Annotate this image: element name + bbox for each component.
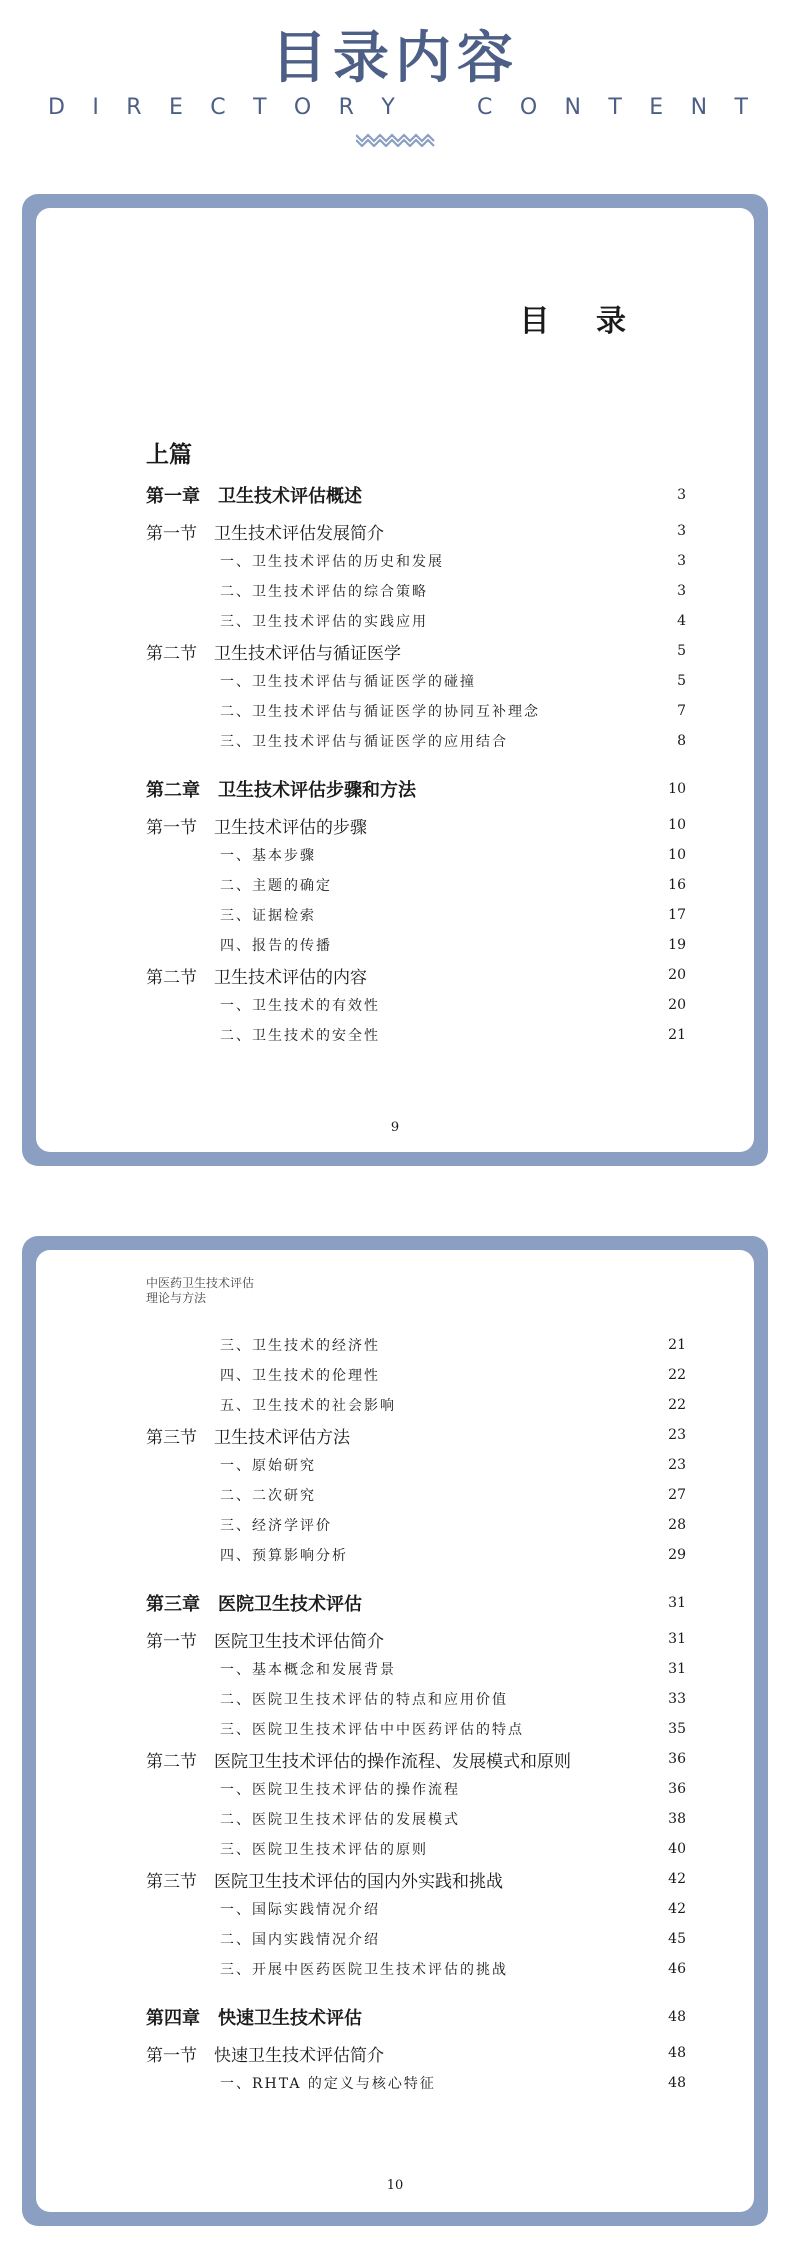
subsection-entry[interactable] — [146, 576, 686, 606]
subsection-entry[interactable] — [146, 546, 686, 576]
subsection-entry[interactable] — [146, 840, 686, 870]
entry-label: 第三章 医院卫生技术评估 — [146, 1594, 362, 1615]
subsection-entry[interactable] — [146, 1510, 686, 1540]
entry-page-number: 19 — [668, 937, 686, 953]
entry-page-number: 21 — [668, 1027, 686, 1043]
entry-page-number: 3 — [677, 523, 686, 539]
entry-label: 一、基本步骤 — [220, 848, 316, 864]
subtitle-letter: O — [293, 95, 312, 120]
running-head-line1: 中医药卫生技术评估 — [146, 1276, 255, 1290]
entry-page-number: 3 — [677, 487, 686, 503]
entry-page-number: 10 — [668, 817, 686, 833]
entry-page-number: 22 — [668, 1367, 686, 1383]
entry-label: 第四章 快速卫生技术评估 — [146, 2008, 362, 2029]
entry-label: 三、医院卫生技术评估中中医药评估的特点 — [220, 1722, 524, 1738]
entry-label: 第一节 医院卫生技术评估简介 — [146, 1631, 384, 1652]
toc-page-2-frame — [22, 1236, 768, 2226]
section-entry[interactable] — [146, 1624, 686, 1654]
entry-page-number: 42 — [668, 1901, 686, 1917]
subtitle-letter: E — [168, 95, 183, 120]
entry-label: 第二节 卫生技术评估与循证医学 — [146, 643, 401, 664]
subsection-entry[interactable] — [146, 1954, 686, 1984]
section-entry[interactable] — [146, 960, 686, 990]
entry-page-number: 4 — [677, 613, 686, 629]
entry-page-number: 3 — [677, 583, 686, 599]
subsection-entry[interactable] — [146, 1360, 686, 1390]
subtitle-letter: E — [649, 95, 664, 120]
section-entry[interactable] — [146, 636, 686, 666]
subsection-entry[interactable] — [146, 1924, 686, 1954]
subtitle-letter: Y — [381, 95, 395, 120]
entry-label: 二、卫生技术评估的综合策略 — [220, 584, 428, 600]
subsection-entry[interactable] — [146, 696, 686, 726]
entry-page-number: 16 — [668, 877, 686, 893]
entry-page-number: 23 — [668, 1427, 686, 1443]
subsection-entry[interactable] — [146, 1480, 686, 1510]
subtitle-letter: N — [690, 95, 708, 120]
subsection-entry[interactable] — [146, 1894, 686, 1924]
entry-label: 二、卫生技术的安全性 — [220, 1028, 380, 1044]
entry-label: 一、卫生技术评估的历史和发展 — [220, 554, 444, 570]
entry-page-number: 31 — [668, 1631, 686, 1647]
entry-label: 第二节 卫生技术评估的内容 — [146, 967, 367, 988]
toc-page-1 — [36, 208, 754, 1152]
entry-page-number: 33 — [668, 1691, 686, 1707]
subsection-entry[interactable] — [146, 1330, 686, 1360]
entry-label: 四、报告的传播 — [220, 938, 332, 954]
entry-page-number: 10 — [668, 781, 686, 797]
entry-page-number: 10 — [668, 847, 686, 863]
subtitle-letter: I — [92, 95, 99, 120]
subsection-entry[interactable] — [146, 2068, 686, 2098]
entry-page-number: 42 — [668, 1871, 686, 1887]
entry-label: 第二节 医院卫生技术评估的操作流程、发展模式和原则 — [146, 1751, 571, 1772]
subtitle-letter: T — [734, 95, 748, 120]
section-entry[interactable] — [146, 1420, 686, 1450]
chapter-entry[interactable] — [146, 1996, 686, 2038]
entry-label: 第三节 医院卫生技术评估的国内外实践和挑战 — [146, 1871, 503, 1892]
entry-page-number: 5 — [677, 673, 686, 689]
entry-label: 三、医院卫生技术评估的原则 — [220, 1842, 428, 1858]
entry-page-number: 31 — [668, 1661, 686, 1677]
entry-label: 三、卫生技术评估的实践应用 — [220, 614, 428, 630]
subtitle-letter: D — [48, 95, 65, 120]
toc-list-page-1 — [146, 474, 686, 1050]
chapter-entry[interactable] — [146, 474, 686, 516]
subtitle-letter: T — [253, 95, 267, 120]
toc-page-1-frame — [22, 194, 768, 1166]
entry-page-number: 48 — [668, 2075, 686, 2091]
subsection-entry[interactable] — [146, 1654, 686, 1684]
entry-label: 一、卫生技术的有效性 — [220, 998, 380, 1014]
entry-label: 二、卫生技术评估与循证医学的协同互补理念 — [220, 704, 540, 720]
entry-label: 第一章 卫生技术评估概述 — [146, 486, 362, 507]
entry-page-number: 8 — [677, 733, 686, 749]
subsection-entry[interactable] — [146, 726, 686, 756]
toc-title: 目 录 — [519, 304, 644, 339]
entry-page-number: 5 — [677, 643, 686, 659]
entry-label: 三、开展中医药医院卫生技术评估的挑战 — [220, 1962, 508, 1978]
subsection-entry[interactable] — [146, 1774, 686, 1804]
entry-page-number: 21 — [668, 1337, 686, 1353]
entry-label: 一、RHTA 的定义与核心特征 — [220, 2076, 436, 2092]
entry-label: 二、二次研究 — [220, 1488, 316, 1504]
entry-page-number: 36 — [668, 1781, 686, 1797]
entry-page-number: 31 — [668, 1595, 686, 1611]
subsection-entry[interactable] — [146, 666, 686, 696]
entry-label: 二、医院卫生技术评估的特点和应用价值 — [220, 1692, 508, 1708]
subsection-entry[interactable] — [146, 606, 686, 636]
entry-label: 四、预算影响分析 — [220, 1548, 348, 1564]
section-entry[interactable] — [146, 1864, 686, 1894]
entry-label: 三、证据检索 — [220, 908, 316, 924]
entry-label: 二、国内实践情况介绍 — [220, 1932, 380, 1948]
entry-page-number: 46 — [668, 1961, 686, 1977]
entry-page-number: 45 — [668, 1931, 686, 1947]
entry-page-number: 3 — [677, 553, 686, 569]
running-head-line2: 理论与方法 — [146, 1291, 207, 1305]
subsection-entry[interactable] — [146, 1684, 686, 1714]
toc-list-page-2 — [146, 1330, 686, 2098]
entry-page-number: 7 — [677, 703, 686, 719]
chapter-entry[interactable] — [146, 768, 686, 810]
entry-label: 第二章 卫生技术评估步骤和方法 — [146, 780, 416, 801]
entry-label: 第一节 快速卫生技术评估简介 — [146, 2045, 384, 2066]
subsection-entry[interactable] — [146, 1540, 686, 1570]
subsection-entry[interactable] — [146, 990, 686, 1020]
page-number: 10 — [386, 2178, 404, 2193]
entry-label: 三、经济学评价 — [220, 1518, 332, 1534]
entry-label: 一、原始研究 — [220, 1458, 316, 1474]
entry-page-number: 38 — [668, 1811, 686, 1827]
entry-page-number: 48 — [668, 2009, 686, 2025]
toc-page-2 — [36, 1250, 754, 2212]
entry-label: 一、国际实践情况介绍 — [220, 1902, 380, 1918]
entry-label: 一、基本概念和发展背景 — [220, 1662, 396, 1678]
entry-label: 一、医院卫生技术评估的操作流程 — [220, 1782, 460, 1798]
entry-label: 第一节 卫生技术评估的步骤 — [146, 817, 367, 838]
entry-label: 三、卫生技术评估与循证医学的应用结合 — [220, 734, 508, 750]
entry-label: 一、卫生技术评估与循证医学的碰撞 — [220, 674, 476, 690]
entry-page-number: 48 — [668, 2045, 686, 2061]
entry-label: 二、主题的确定 — [220, 878, 332, 894]
subtitle-letter: N — [564, 95, 582, 120]
subsection-entry[interactable] — [146, 1804, 686, 1834]
page-number: 9 — [390, 1120, 400, 1135]
subtitle-letter: C — [210, 95, 226, 120]
part-title: 上篇 — [146, 441, 192, 468]
entry-page-number: 17 — [668, 907, 686, 923]
entry-page-number: 23 — [668, 1457, 686, 1473]
entry-page-number: 20 — [668, 997, 686, 1013]
entry-label: 二、医院卫生技术评估的发展模式 — [220, 1812, 460, 1828]
section-entry[interactable] — [146, 810, 686, 840]
entry-page-number: 28 — [668, 1517, 686, 1533]
subsection-entry[interactable] — [146, 930, 686, 960]
subsection-entry[interactable] — [146, 1450, 686, 1480]
subsection-entry[interactable] — [146, 870, 686, 900]
wave-ornament-icon — [356, 131, 436, 147]
entry-page-number: 40 — [668, 1841, 686, 1857]
entry-label: 第一节 卫生技术评估发展简介 — [146, 523, 384, 544]
header-title: 目录内容 — [271, 26, 519, 91]
entry-label: 三、卫生技术的经济性 — [220, 1338, 380, 1354]
entry-page-number: 20 — [668, 967, 686, 983]
header — [0, 0, 790, 190]
section-entry[interactable] — [146, 516, 686, 546]
section-entry[interactable] — [146, 1744, 686, 1774]
subsection-entry[interactable] — [146, 1834, 686, 1864]
subtitle-letter: O — [519, 95, 538, 120]
running-head — [146, 1276, 254, 1306]
section-entry[interactable] — [146, 2038, 686, 2068]
entry-label: 第三节 卫生技术评估方法 — [146, 1427, 350, 1448]
entry-page-number: 27 — [668, 1487, 686, 1503]
subtitle-letter: C — [477, 95, 493, 120]
entry-page-number: 36 — [668, 1751, 686, 1767]
subsection-entry[interactable] — [146, 1714, 686, 1744]
subtitle-letter: T — [608, 95, 622, 120]
header-subtitle — [48, 95, 748, 120]
entry-page-number: 35 — [668, 1721, 686, 1737]
subtitle-letter: R — [338, 95, 354, 120]
entry-page-number: 22 — [668, 1397, 686, 1413]
subtitle-letter: R — [126, 95, 142, 120]
entry-label: 四、卫生技术的伦理性 — [220, 1368, 380, 1384]
entry-label: 五、卫生技术的社会影响 — [220, 1398, 396, 1414]
subsection-entry[interactable] — [146, 900, 686, 930]
subsection-entry[interactable] — [146, 1020, 686, 1050]
chapter-entry[interactable] — [146, 1582, 686, 1624]
entry-page-number: 29 — [668, 1547, 686, 1563]
subsection-entry[interactable] — [146, 1390, 686, 1420]
